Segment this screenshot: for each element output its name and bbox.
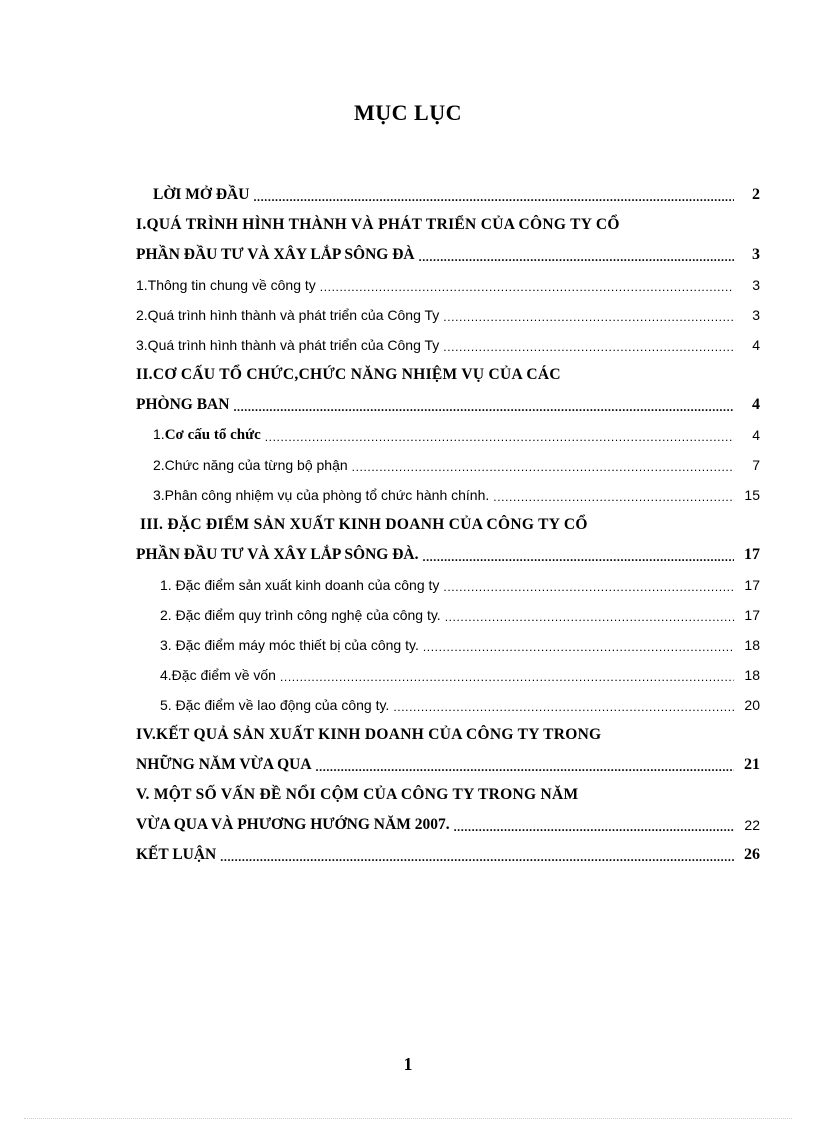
toc-section-1[interactable] — [136, 240, 760, 270]
dot-leader — [320, 279, 734, 293]
dot-leader — [422, 549, 734, 563]
toc-entry-label: PHẦN ĐẦU TƯ VÀ XÂY LẮP SÔNG ĐÀ — [136, 246, 415, 263]
page-number: 1 — [403, 1054, 413, 1074]
toc-subentry[interactable] — [136, 450, 760, 480]
page-bottom-divider — [24, 1118, 792, 1119]
toc-page-number: 17 — [744, 607, 760, 623]
toc-subentry[interactable] — [136, 330, 760, 360]
toc-entry-label: VỪA QUA VÀ PHƯƠNG HƯỚNG NĂM 2007. — [136, 816, 450, 833]
toc-entry-label: 5. Đặc điểm về lao động của công ty. — [160, 697, 390, 713]
dot-leader — [316, 759, 734, 773]
toc-entry-label: LỜI MỞ ĐẦU — [153, 186, 250, 203]
dot-leader — [265, 429, 734, 443]
toc-section-heading-4[interactable]: IV.KẾT QUẢ SẢN XUẤT KINH DOANH CỦA CÔNG TY TRONG — [136, 726, 602, 743]
toc-page-number: 4 — [752, 337, 760, 353]
toc-page-number: 3 — [752, 307, 760, 323]
toc-subentry[interactable] — [136, 300, 760, 330]
toc-section-heading-1[interactable]: I.QUÁ TRÌNH HÌNH THÀNH VÀ PHÁT TRIỂN CỦA CÔNG TY CỔ — [136, 216, 620, 233]
toc-entry-label: PHÒNG BAN — [136, 396, 230, 413]
toc-entry-label — [136, 426, 261, 444]
toc-entry-label: 4.Đặc điểm về vốn — [160, 667, 276, 683]
dot-leader — [443, 309, 734, 323]
toc-entry-conclusion[interactable] — [136, 840, 760, 870]
dot-leader — [493, 489, 734, 503]
toc-page-number: 2 — [752, 186, 760, 203]
toc-entry-label: 2. Đặc điểm quy trình công nghệ của công ty. — [160, 607, 441, 623]
toc-entry-label: 3. Đặc điểm máy móc thiết bị của công ty. — [160, 637, 419, 653]
toc-entry-label: 3.Quá trình hình thành và phát triển của Công Ty — [136, 337, 440, 353]
toc-page-number: 20 — [744, 697, 760, 713]
toc-entry-number: 1. — [153, 426, 165, 442]
dot-leader — [443, 339, 734, 353]
toc-page-number: 4 — [752, 427, 760, 443]
toc-subentry[interactable] — [136, 570, 760, 600]
toc-page-number: 7 — [752, 457, 760, 473]
toc-page-number: 15 — [744, 487, 760, 503]
toc-entry-label: 1. Đặc điểm sản xuất kinh doanh của công ty — [160, 577, 440, 593]
toc-page-number: 21 — [744, 756, 760, 773]
toc-entry-label: 3.Phân công nhiệm vụ của phòng tổ chức hành chính. — [153, 487, 490, 503]
toc-entry-label: NHỮNG NĂM VỪA QUA — [136, 756, 312, 773]
dot-leader — [352, 459, 734, 473]
toc-section-4[interactable] — [136, 750, 760, 780]
toc-entry-label: 2.Quá trình hình thành và phát triển của Công Ty — [136, 307, 440, 323]
toc-subentry[interactable] — [136, 690, 760, 720]
toc-page-number: 3 — [752, 246, 760, 263]
dot-leader — [443, 579, 734, 593]
page-title: MỤC LỤC — [354, 100, 462, 125]
toc-subentry[interactable] — [136, 270, 760, 300]
dot-leader — [445, 609, 734, 623]
dot-leader — [233, 399, 734, 413]
toc-subentry[interactable] — [136, 420, 760, 450]
toc-page-number: 4 — [752, 396, 760, 413]
dot-leader — [280, 669, 734, 683]
dot-leader — [423, 639, 734, 653]
toc-entry-label: PHẦN ĐẦU TƯ VÀ XÂY LẮP SÔNG ĐÀ. — [136, 546, 419, 563]
toc-subentry[interactable] — [136, 660, 760, 690]
dot-leader — [220, 849, 734, 863]
toc-entry-label: 2.Chức năng của từng bộ phận — [153, 457, 348, 473]
toc-page-number: 17 — [744, 577, 760, 593]
toc-subentry[interactable] — [136, 630, 760, 660]
toc-entry-label: 1.Thông tin chung về công ty — [136, 277, 316, 293]
table-of-contents — [136, 180, 760, 870]
toc-page-number: 18 — [744, 667, 760, 683]
toc-page-number: 26 — [744, 846, 760, 863]
dot-leader — [253, 189, 734, 203]
toc-section-5[interactable] — [136, 810, 760, 840]
toc-section-2[interactable] — [136, 390, 760, 420]
toc-section-heading-3[interactable]: III. ĐẶC ĐIỂM SẢN XUẤT KINH DOANH CỦA CÔNG TY CỔ — [140, 516, 588, 533]
dot-leader — [419, 249, 734, 263]
toc-page-number: 22 — [744, 817, 760, 833]
toc-entry-label: KẾT LUẬN — [136, 846, 217, 863]
toc-subentry[interactable] — [136, 480, 760, 510]
toc-page-number: 18 — [744, 637, 760, 653]
dot-leader — [393, 699, 734, 713]
toc-section-heading-5[interactable]: V. MỘT SỐ VẤN ĐỀ NỔI CỘM CỦA CÔNG TY TRONG NĂM — [136, 786, 579, 803]
toc-page-number: 17 — [744, 546, 760, 563]
toc-subentry[interactable] — [136, 600, 760, 630]
toc-entry-bold-text: Cơ cấu tổ chức — [164, 427, 261, 443]
toc-section-3[interactable] — [136, 540, 760, 570]
toc-section-heading-2[interactable]: II.CƠ CẤU TỔ CHỨC,CHỨC NĂNG NHIỆM VỤ CỦA CÁC — [136, 366, 561, 383]
dot-leader — [454, 819, 734, 833]
toc-page-number: 3 — [752, 277, 760, 293]
toc-entry-intro[interactable] — [136, 180, 760, 210]
